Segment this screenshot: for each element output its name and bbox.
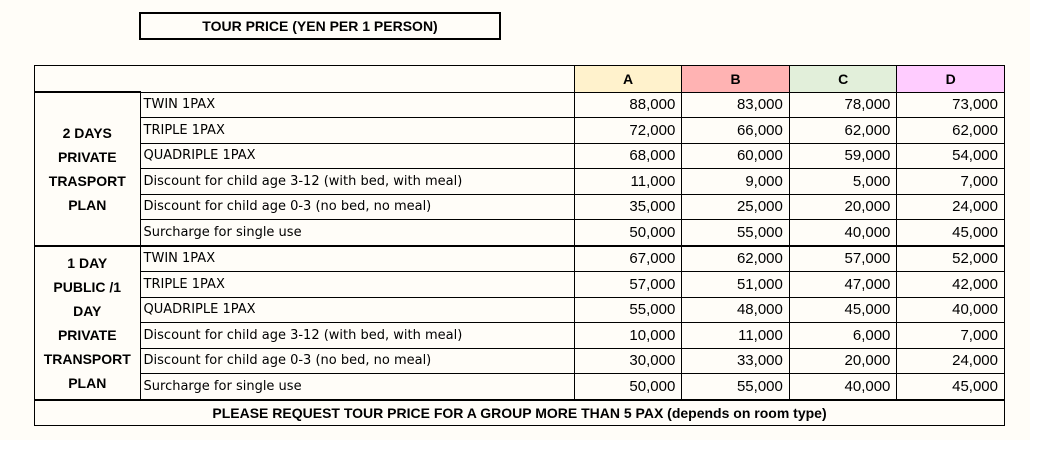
table-row [35,323,1005,349]
price-cell-b[interactable]: 62,000 [682,246,790,272]
price-cell-a[interactable]: 35,000 [574,194,682,220]
price-cell-d[interactable]: 45,000 [897,220,1005,246]
price-cell-c[interactable]: 20,000 [789,194,897,220]
price-cell-d[interactable]: 24,000 [897,348,1005,374]
column-header-c[interactable]: C [789,66,897,93]
table-row [35,348,1005,374]
price-cell-c[interactable]: 62,000 [789,118,897,144]
price-cell-a[interactable]: 72,000 [574,118,682,144]
table-row [35,194,1005,220]
page-title[interactable]: TOUR PRICE (YEN PER 1 PERSON) [139,12,501,40]
row-label-cell[interactable]: TWIN 1PAX [140,246,574,272]
price-cell-a[interactable]: 50,000 [574,374,682,400]
price-cell-d[interactable]: 45,000 [897,374,1005,400]
price-cell-d[interactable]: 40,000 [897,297,1005,323]
price-cell-b[interactable]: 60,000 [682,143,790,169]
row-label-cell[interactable]: TRIPLE 1PAX [140,118,574,144]
price-cell-a[interactable]: 88,000 [574,92,682,118]
price-cell-c[interactable]: 47,000 [789,272,897,298]
price-cell-b[interactable]: 9,000 [682,169,790,195]
price-cell-a[interactable]: 30,000 [574,348,682,374]
row-label-cell[interactable]: Discount for child age 3-12 (with bed, with meal) [140,323,574,349]
price-cell-b[interactable]: 66,000 [682,118,790,144]
plan-name-line: PRIVATE [57,148,117,165]
price-table-body [35,92,1005,400]
price-cell-b[interactable]: 11,000 [682,323,790,349]
row-label-cell[interactable]: TRIPLE 1PAX [140,272,574,298]
row-label-cell[interactable]: Discount for child age 3-12 (with bed, with meal) [140,169,574,195]
plan-name-line: PUBLIC /1 [53,278,122,295]
price-cell-d[interactable]: 7,000 [897,169,1005,195]
plan-name-line: TRANSPORT [43,350,131,367]
tour-price-table [34,65,1005,426]
table-row [35,92,1005,118]
price-cell-c[interactable]: 59,000 [789,143,897,169]
plan-name-line: PLAN [68,196,107,213]
price-cell-b[interactable]: 51,000 [682,272,790,298]
price-cell-c[interactable]: 78,000 [789,92,897,118]
row-label-cell[interactable]: Discount for child age 0-3 (no bed, no meal) [140,194,574,220]
price-cell-c[interactable]: 40,000 [789,374,897,400]
header-blank-cell[interactable] [35,66,575,93]
row-label-cell[interactable]: QUADRIPLE 1PAX [140,297,574,323]
price-cell-d[interactable]: 54,000 [897,143,1005,169]
price-cell-b[interactable]: 25,000 [682,194,790,220]
table-row [35,169,1005,195]
price-cell-c[interactable]: 20,000 [789,348,897,374]
row-label-cell[interactable]: TWIN 1PAX [140,92,574,118]
price-cell-d[interactable]: 7,000 [897,323,1005,349]
price-cell-d[interactable]: 62,000 [897,118,1005,144]
price-cell-a[interactable]: 55,000 [574,297,682,323]
table-row [35,374,1005,400]
column-header-a[interactable]: A [574,66,682,93]
footer-row [35,400,1005,426]
price-cell-c[interactable]: 45,000 [789,297,897,323]
price-cell-d[interactable]: 42,000 [897,272,1005,298]
column-header-d[interactable]: D [897,66,1005,93]
column-header-b[interactable]: B [682,66,790,93]
plan-name-line: PLAN [68,374,107,391]
price-cell-c[interactable]: 6,000 [789,323,897,349]
plan-name-cell[interactable] [35,92,141,246]
price-cell-b[interactable]: 55,000 [682,220,790,246]
price-cell-c[interactable]: 57,000 [789,246,897,272]
price-cell-c[interactable]: 5,000 [789,169,897,195]
plan-name-line: 2 DAYS [62,124,112,141]
price-cell-b[interactable]: 83,000 [682,92,790,118]
table-row [35,143,1005,169]
table-row [35,297,1005,323]
table-row [35,220,1005,246]
price-cell-b[interactable]: 48,000 [682,297,790,323]
price-cell-c[interactable]: 40,000 [789,220,897,246]
row-label-cell[interactable]: Surcharge for single use [140,374,574,400]
price-cell-a[interactable]: 50,000 [574,220,682,246]
table-row [35,246,1005,272]
price-cell-d[interactable]: 73,000 [897,92,1005,118]
row-label-cell[interactable]: Discount for child age 0-3 (no bed, no meal) [140,348,574,374]
row-label-cell[interactable]: QUADRIPLE 1PAX [140,143,574,169]
price-cell-b[interactable]: 33,000 [682,348,790,374]
plan-name-line: DAY [73,302,102,319]
price-cell-d[interactable]: 24,000 [897,194,1005,220]
price-cell-a[interactable]: 57,000 [574,272,682,298]
plan-name-line: 1 DAY [67,254,108,271]
price-cell-b[interactable]: 55,000 [682,374,790,400]
header-row [35,66,1005,93]
plan-name-line: TRASPORT [48,172,126,189]
price-cell-a[interactable]: 68,000 [574,143,682,169]
row-label-cell[interactable]: Surcharge for single use [140,220,574,246]
plan-name-line: PRIVATE [57,326,117,343]
price-cell-a[interactable]: 10,000 [574,323,682,349]
footer-note[interactable]: PLEASE REQUEST TOUR PRICE FOR A GROUP MORE THAN 5 PAX (depends on room type) [35,400,1005,426]
price-cell-a[interactable]: 11,000 [574,169,682,195]
table-row [35,118,1005,144]
table-row [35,272,1005,298]
price-cell-a[interactable]: 67,000 [574,246,682,272]
plan-name-cell[interactable] [35,246,141,400]
price-cell-d[interactable]: 52,000 [897,246,1005,272]
